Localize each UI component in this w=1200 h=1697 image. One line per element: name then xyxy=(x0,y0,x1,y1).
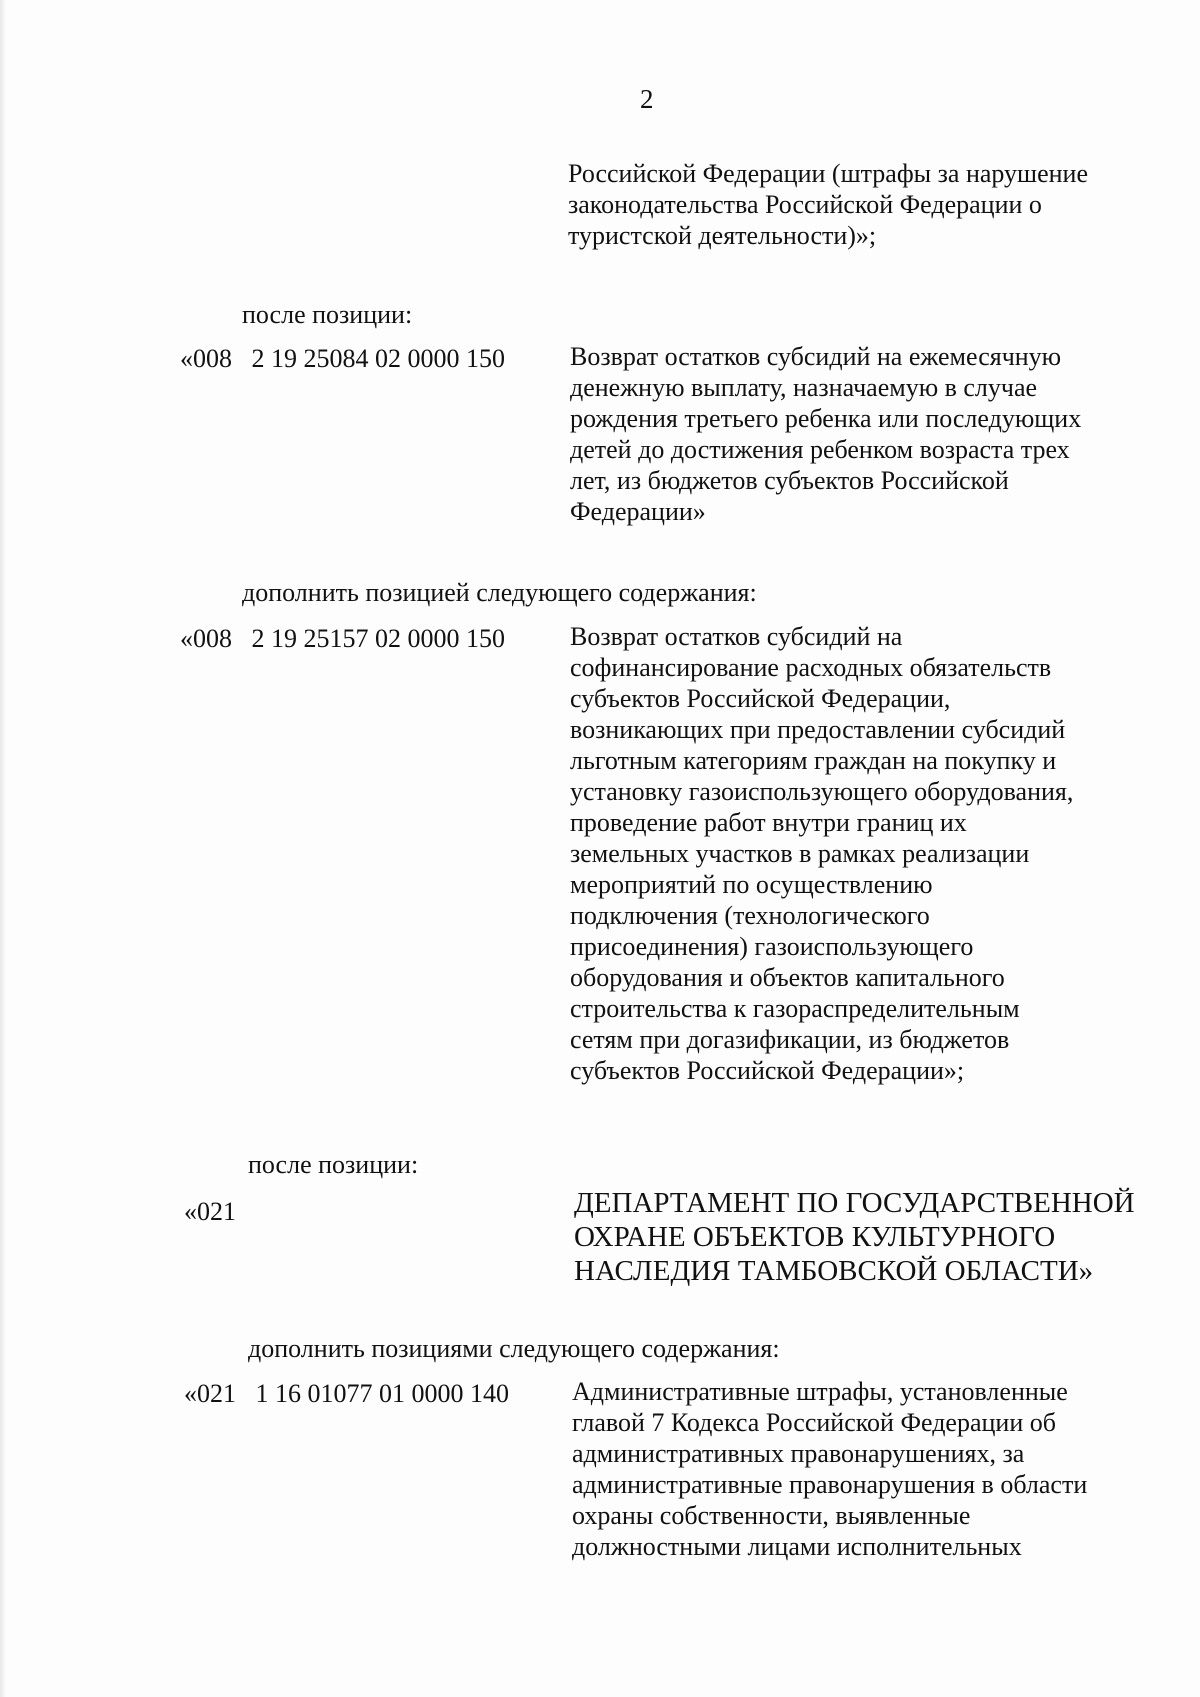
text-line: туристской деятельности)»; xyxy=(568,221,877,250)
instruction-after-position: после позиции: xyxy=(248,1150,419,1179)
text-line: Возврат остатков субсидий на ежемесячную xyxy=(570,342,1062,371)
text-line: рождения третьего ребенка или последующих xyxy=(570,404,1082,433)
position-description xyxy=(570,621,1073,1086)
text-line: должностными лицами исполнительных xyxy=(572,1532,1022,1561)
instruction-add-positions: дополнить позициями следующего содержания: xyxy=(248,1334,780,1363)
text-line: мероприятий по осуществлению xyxy=(570,870,933,899)
text-line: подключения (технологического xyxy=(570,901,930,930)
text-line: субъектов Российской Федерации, xyxy=(570,684,951,713)
text-line: НАСЛЕДИЯ ТАМБОВСКОЙ ОБЛАСТИ» xyxy=(574,1255,1094,1287)
text-line: детей до достижения ребенком возраста трех xyxy=(570,435,1070,464)
text-line: сетям при догазификации, из бюджетов xyxy=(570,1025,1010,1054)
text-line: присоединения) газоиспользующего xyxy=(570,932,974,961)
text-line: ДЕПАРТАМЕНТ ПО ГОСУДАРСТВЕННОЙ xyxy=(574,1187,1135,1219)
text-line: Федерации» xyxy=(570,497,706,526)
text-line: софинансирование расходных обязательств xyxy=(570,653,1052,682)
text-line: льготным категориям граждан на покупку и xyxy=(570,746,1057,775)
text-line: возникающих при предоставлении субсидий xyxy=(570,715,1066,744)
instruction-after-position: после позиции: xyxy=(242,300,413,329)
budget-classification-code: «021 xyxy=(184,1197,236,1226)
page-number: 2 xyxy=(640,84,654,114)
scan-edge-shadow xyxy=(0,0,6,1697)
text-line: законодательства Российской Федерации о xyxy=(568,190,1042,219)
budget-classification-code: «021 1 16 01077 01 0000 140 xyxy=(184,1379,509,1408)
text-line: административные правонарушения в области xyxy=(572,1470,1088,1499)
position-description xyxy=(570,341,1081,527)
text-line: строительства к газораспределительным xyxy=(570,994,1020,1023)
budget-classification-code: «008 2 19 25084 02 0000 150 xyxy=(180,344,505,373)
text-line: охраны собственности, выявленные xyxy=(572,1501,971,1530)
text-line: Административные штрафы, установленные xyxy=(572,1377,1068,1406)
instruction-add-position: дополнить позицией следующего содержания: xyxy=(242,578,757,607)
position-description xyxy=(572,1376,1087,1562)
text-line: ОХРАНЕ ОБЪЕКТОВ КУЛЬТУРНОГО xyxy=(574,1221,1056,1253)
text-line: Российской Федерации (штрафы за нарушение xyxy=(568,159,1088,188)
text-line: оборудования и объектов капитального xyxy=(570,963,1005,992)
text-line: субъектов Российской Федерации»; xyxy=(570,1056,965,1085)
text-line: Возврат остатков субсидий на xyxy=(570,622,903,651)
text-line: проведение работ внутри границ их xyxy=(570,808,967,837)
text-line: административных правонарушениях, за xyxy=(572,1439,1025,1468)
budget-classification-code: «008 2 19 25157 02 0000 150 xyxy=(180,624,505,653)
department-heading xyxy=(574,1186,1135,1288)
text-line: земельных участков в рамках реализации xyxy=(570,839,1030,868)
text-line: лет, из бюджетов субъектов Российской xyxy=(570,466,1009,495)
text-line: главой 7 Кодекса Российской Федерации об xyxy=(572,1408,1056,1437)
text-line: установку газоиспользующего оборудования, xyxy=(570,777,1074,806)
text-line: денежную выплату, назначаемую в случае xyxy=(570,373,1038,402)
continuation-text xyxy=(568,158,1088,251)
